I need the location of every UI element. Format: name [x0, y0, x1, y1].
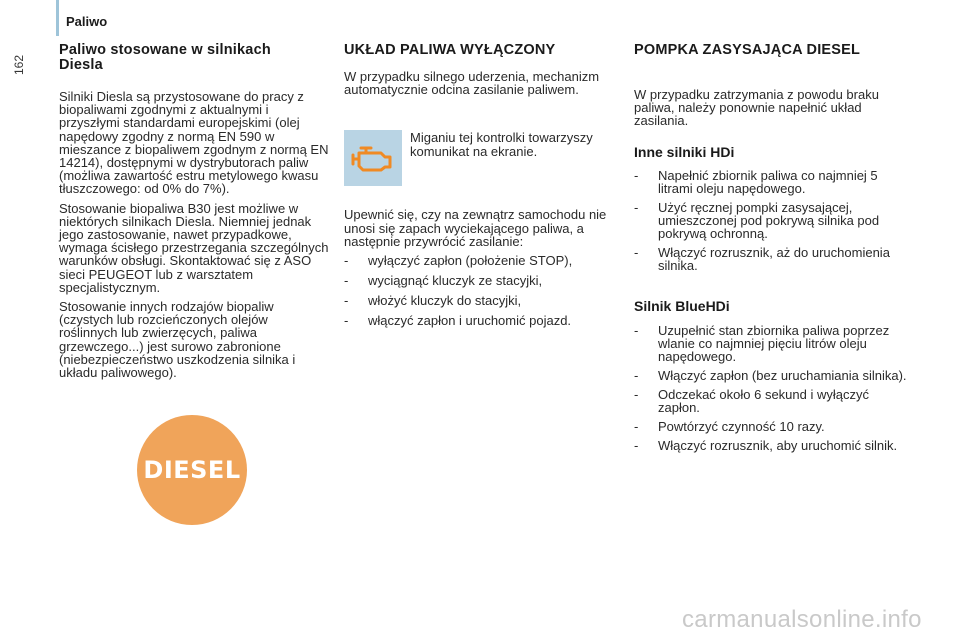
list-item: - wyciągnąć kluczyk ze stacyjki,: [344, 273, 543, 289]
other-hdi-subtitle: Inne silniki HDi: [634, 143, 735, 160]
bluehdi-steps: [634, 324, 909, 452]
list-item: - wyłączyć zapłon (położenie STOP),: [344, 253, 573, 269]
header-accent-bar: [56, 0, 59, 36]
list-item: - Włączyć zapłon (bez uruchamiania silnika).: [634, 367, 907, 383]
diesel-fuel-paragraph-2: Stosowanie biopaliwa B30 jest możliwe w niektórych silnikach Diesla. Niemniej jednak jego zastosowanie, nawet przypadkowe, wymaga ścisłego przestrzegania szczególnych warunków obsługi. Skontaktować się z ASO sieci PEUGEOT lub z warsztatem specjalistycznym.: [59, 200, 329, 295]
list-item: - Włączyć rozrusznik, aby uruchomić silnik.: [634, 437, 898, 453]
column-priming-pump: [634, 43, 909, 452]
page-number: 162: [12, 54, 26, 75]
diesel-fuel-paragraph-3: Stosowanie innych rodzajów biopaliw (czystych lub rozcieńczonych olejów roślinnych lub zwierzęcych, paliwa grzewczego...) jest surowo zabronione (niebezpieczeństwo uszkodzenia silnika i układu paliwowego).: [59, 299, 296, 381]
list-item: - Odczekać około 6 sekund i wyłączyć zapłon.: [634, 386, 869, 415]
fuel-cutoff-steps: [344, 254, 619, 327]
fuel-cutoff-paragraph-2: Upewnić się, czy na zewnątrz samochodu nie unosi się zapach wyciekającego paliwa, a następnie przywrócić zasilanie:: [344, 207, 607, 249]
warning-lamp-text: Miganiu tej kontrolki towarzyszy komunikat na ekranie.: [410, 130, 593, 159]
list-item: - Użyć ręcznej pompki zasysającej, umieszczonej pod pokrywą silnika pod pokrywą ochronną.: [634, 199, 880, 241]
list-item: - Uzupełnić stan zbiornika paliwa poprzez wlanie co najmniej pięciu litrów oleju napędowego.: [634, 322, 890, 364]
warning-lamp-row: [344, 130, 619, 186]
diesel-badge-label: DIESEL: [143, 456, 241, 484]
list-item: - Włączyć rozrusznik, aż do uruchomienia silnika.: [634, 244, 890, 273]
list-item: - Napełnić zbiornik paliwa co najmniej 5 litrami oleju napędowego.: [634, 167, 878, 196]
list-item: - włączyć zapłon i uruchomić pojazd.: [344, 313, 572, 329]
engine-warning-icon: [344, 130, 402, 186]
priming-pump-paragraph: W przypadku zatrzymania z powodu braku paliwa, należy ponownie napełnić układ zasilania.: [634, 87, 879, 129]
diesel-fuel-paragraph-1: Silniki Diesla są przystosowane do pracy z biopaliwami zgodnymi z aktualnymi i przyszłymi standardami europejskimi (olej napędowy zgodny z normą EN 590 w mieszance z biopaliwem zgodnym z normą EN 14214), dostępnymi w dystrybutorach paliw (możliwa zawartość estru metylowego kwasu tłuszczowego: od 0% do 7%).: [59, 89, 329, 197]
watermark: carmanualsonline.info: [682, 606, 922, 633]
list-item: - włożyć kluczyk do stacyjki,: [344, 293, 522, 309]
other-hdi-steps: [634, 169, 909, 272]
column-diesel-fuel: [59, 43, 329, 379]
bluehdi-subtitle: Silnik BlueHDi: [634, 297, 730, 314]
list-item: - Powtórzyć czynność 10 razy.: [634, 418, 825, 434]
column-fuel-cutoff: [344, 43, 619, 327]
diesel-badge-icon: [137, 415, 247, 525]
fuel-cutoff-title: UKŁAD PALIWA WYŁĄCZONY: [344, 42, 556, 58]
diesel-fuel-title: Paliwo stosowane w silnikach Diesla: [59, 42, 271, 73]
priming-pump-title: POMPKA ZASYSAJĄCA DIESEL: [634, 42, 861, 58]
section-label: Paliwo: [66, 14, 108, 29]
fuel-cutoff-paragraph-1: W przypadku silnego uderzenia, mechanizm automatycznie odcina zasilanie paliwem.: [344, 69, 600, 98]
